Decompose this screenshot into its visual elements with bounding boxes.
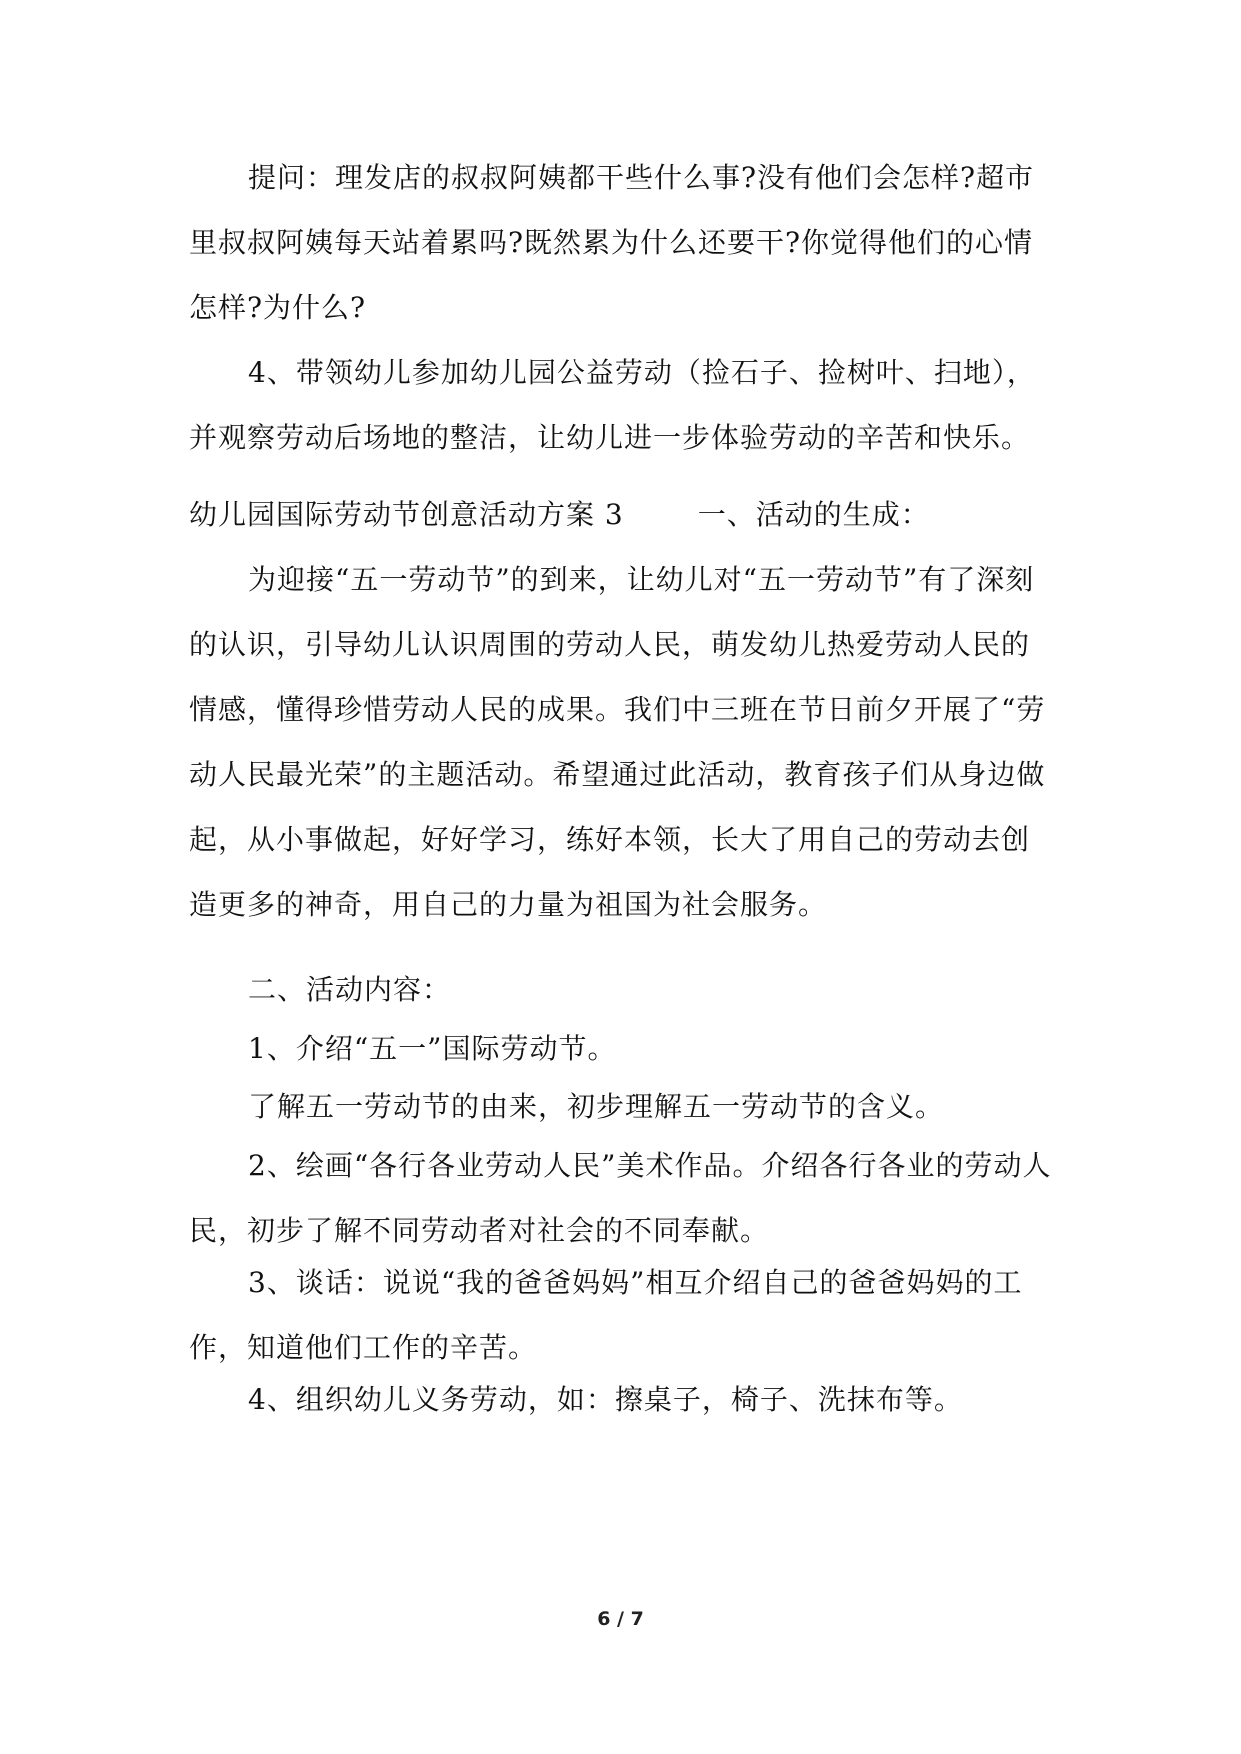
section-title: 幼儿园国际劳动节创意活动方案 3 [189, 498, 624, 531]
section-subtitle: 一、活动的生成： [697, 498, 930, 531]
list-item-1: 1、介绍“五一”国际劳动节。 [248, 1032, 617, 1065]
page-number: 6 / 7 [597, 1608, 644, 1630]
paragraph-activity-4: 4、带领幼儿参加幼儿园公益劳动（捡石子、捡树叶、扫地），并观察劳动后场地的整洁，让幼儿进一步体验劳动的辛苦和快乐。 [189, 356, 1036, 454]
list-item-4: 4、组织幼儿义务劳动，如：擦桌子，椅子、洗抹布等。 [248, 1383, 963, 1416]
paragraph-understand: 了解五一劳动节的由来，初步理解五一劳动节的含义。 [248, 1090, 945, 1123]
heading-activity-content: 二、活动内容： [248, 973, 452, 1006]
paragraph-question: 提问：理发店的叔叔阿姨都干些什么事?没有他们会怎样?超市里叔叔阿姨每天站着累吗?既然累为什么还要干?你觉得他们的心情怎样?为什么? [189, 161, 1035, 324]
paragraph-intro: 为迎接“五一劳动节”的到来，让幼儿对“五一劳动节”有了深刻的认识，引导幼儿认识周围的劳动人民，萌发幼儿热爱劳动人民的情感，懂得珍惜劳动人民的成果。我们中三班在节日前夕开展了“劳动人民最光荣”的主题活动。希望通过此活动，教育孩子们从身边做起，从小事做起，好好学习，练好本领，长大了用自己的劳动去创造更多的神奇，用自己的力量为祖国为社会服务。 [189, 563, 1046, 921]
list-item-3: 3、谈话：说说“我的爸爸妈妈”相互介绍自己的爸爸妈妈的工作，知道他们工作的辛苦。 [189, 1266, 1023, 1364]
section-title-line [189, 482, 1057, 547]
list-item-2: 2、绘画“各行各业劳动人民”美术作品。介绍各行各业的劳动人民，初步了解不同劳动者对社会的不同奉献。 [189, 1149, 1052, 1247]
